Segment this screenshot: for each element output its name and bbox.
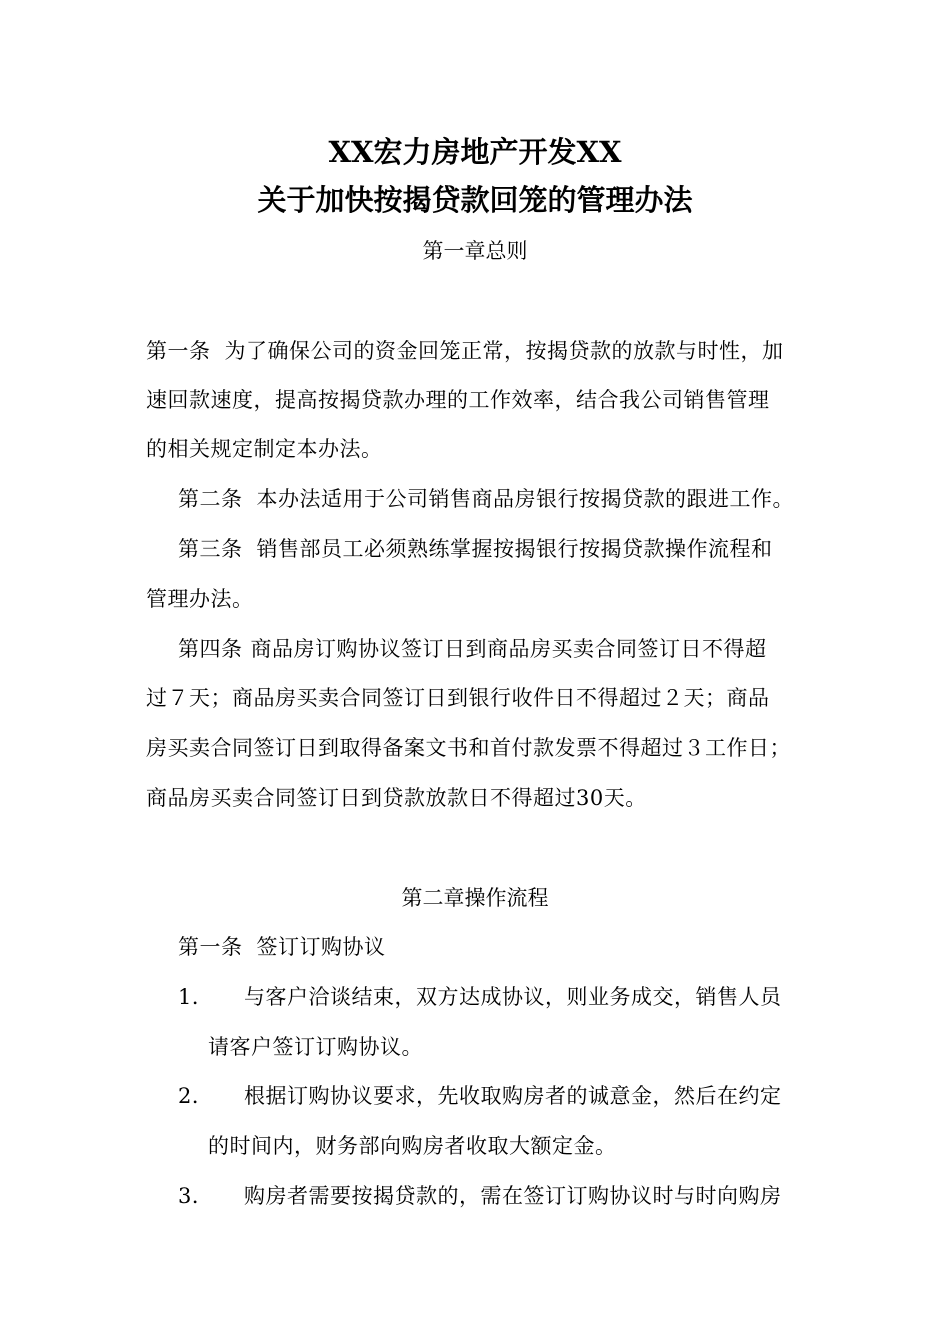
ch2-item2-line2: 的时间内，财务部向购房者收取大额定金。 — [208, 1134, 617, 1158]
ch1-article3-line1 — [178, 534, 773, 564]
ch2-article1 — [178, 932, 386, 962]
ch2-item1-line2: 请客户签订订购协议。 — [208, 1035, 423, 1059]
document-title-line2: 关于加快按揭贷款回笼的管理办法 — [257, 183, 693, 217]
ch2-item3-text: 购房者需要按揭贷款的，需在签订订购协议时与时向购房 — [244, 1184, 782, 1208]
ch2-article1-text: 签订订购协议 — [256, 935, 386, 959]
document-title-line1: XX宏力房地产开发XX — [328, 135, 622, 169]
ch2-item2-text: 根据订购协议要求，先收取购房者的诚意金，然后在约定 — [244, 1084, 782, 1108]
ch1-article1-line3: 的相关规定制定本办法。 — [146, 437, 383, 461]
ch1-article3-text: 销售部员工必须熟练掌握按揭银行按揭贷款操作流程和 — [256, 537, 773, 561]
ch1-article2-text: 本办法适用于公司销售商品房银行按揭贷款的跟进工作。 — [256, 487, 794, 511]
ch2-item3-line1 — [178, 1181, 782, 1211]
ch1-article4-line4: 商品房买卖合同签订日到贷款放款日不得超过30天。 — [146, 786, 647, 810]
ch1-article4-text: 商品房订购协议签订日到商品房买卖合同签订日不得超 — [250, 637, 767, 661]
ch1-article1-label: 第一条 — [146, 339, 211, 363]
ch1-article1-line1 — [146, 336, 784, 366]
ch1-article4-line1 — [178, 634, 767, 664]
chapter2-heading: 第二章操作流程 — [401, 886, 549, 910]
ch1-article3-label: 第三条 — [178, 537, 243, 561]
ch2-item1-number: 1． — [178, 985, 214, 1009]
ch2-item1-line1 — [178, 982, 782, 1012]
ch1-article4-label: 第四条 — [178, 637, 243, 661]
ch1-article1-line2: 速回款速度，提高按揭贷款办理的工作效率，结合我公司销售管理 — [146, 388, 770, 412]
ch1-article4-line2: 过７天；商品房买卖合同签订日到银行收件日不得超过２天；商品 — [146, 686, 770, 710]
ch2-item2-number: 2． — [178, 1084, 214, 1108]
ch2-item2-line1 — [178, 1081, 782, 1111]
chapter1-heading: 第一章总则 — [422, 239, 528, 263]
ch2-item1-text: 与客户洽谈结束，双方达成协议，则业务成交，销售人员 — [244, 985, 782, 1009]
ch1-article1-text: 为了确保公司的资金回笼正常，按揭贷款的放款与时性，加 — [224, 339, 784, 363]
ch1-article2-label: 第二条 — [178, 487, 243, 511]
ch1-article3-line2: 管理办法。 — [146, 587, 254, 611]
ch2-article1-label: 第一条 — [178, 935, 243, 959]
ch2-item3-number: 3． — [178, 1184, 214, 1208]
ch1-article2 — [178, 484, 794, 514]
ch1-article4-line3: 房买卖合同签订日到取得备案文书和首付款发票不得超过３工作日； — [146, 736, 791, 760]
